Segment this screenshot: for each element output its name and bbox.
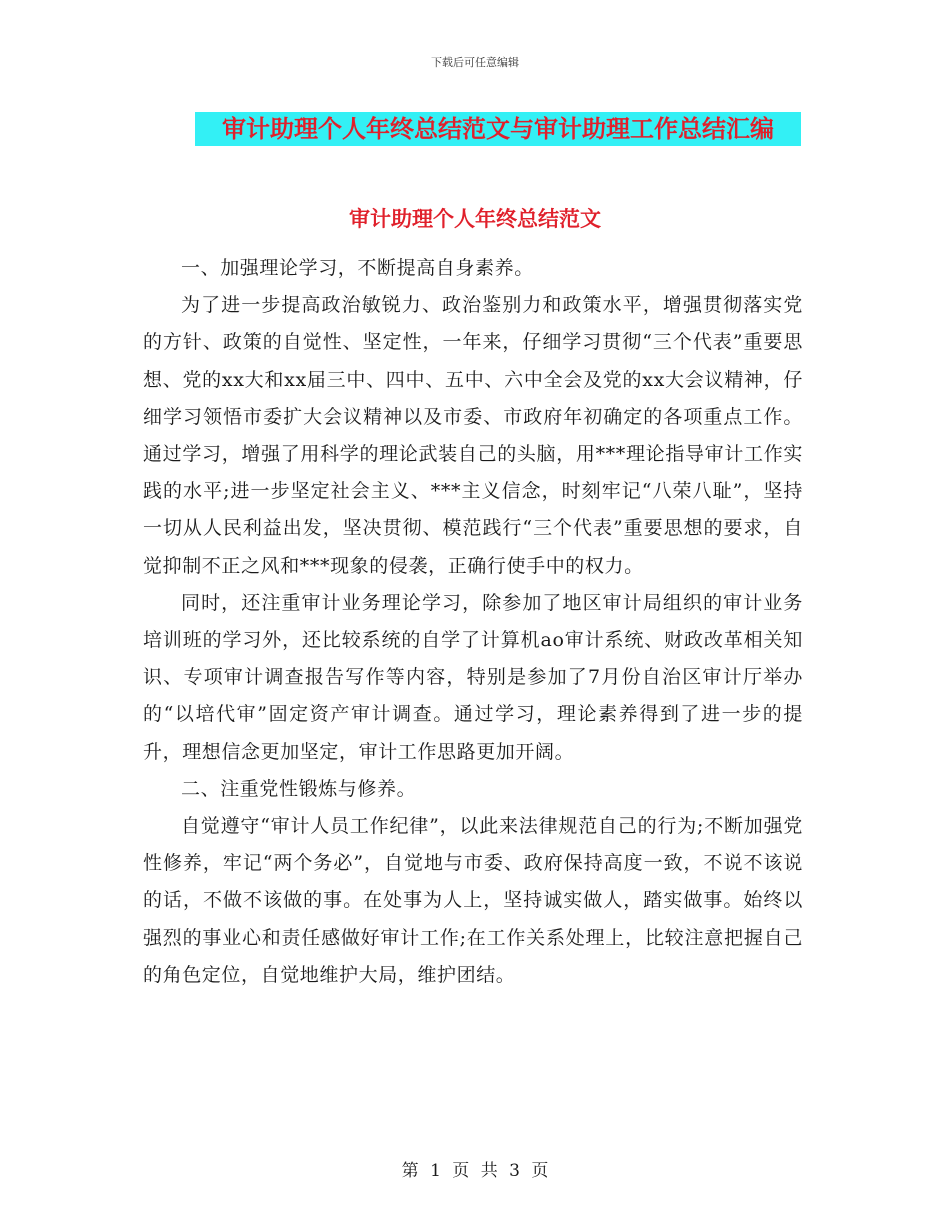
header-note: 下载后可任意编辑 [431,56,519,69]
paragraph-heading-1: 一、加强理论学习，不断提高自身素养。 [181,257,534,279]
document-title: 审计助理个人年终总结范文与审计助理工作总结汇编 [195,112,801,146]
paragraph-heading-2: 二、注重党性锻炼与修养。 [181,777,417,800]
paragraph: 为了进一步提高政治敏锐力、政治鉴别力和政策水平，增强贯彻落实党的方针、政策的自觉性、坚定性，一年来，仔细学习贯彻“三个代表”重要思想、党的xx大和xx届三中、四中、五中、六中全会及党的xx大会议精神，仔细学习领悟市委扩大会议精神以及市委、市政府年初确定的各项重点工作。通过学习，增强了用科学的理论武装自己的头脑，用***理论指导审计工作实践的水平;进一步坚定社会主义、***主义信念，时刻牢记“八荣八耻”，坚持一切从人民利益出发，坚决贯彻、模范践行“三个代表”重要思想的要求，自觉抑制不正之风和***现象的侵袭，正确行使手中的权力。 [143,294,803,577]
section-title: 审计助理个人年终总结范文 [349,207,601,231]
paragraph: 自觉遵守“审计人员工作纪律”，以此来法律规范自己的行为;不断加强党性修养，牢记“两个务必”，自觉地与市委、政府保持高度一致，不说不该说的话，不做不该做的事。在处事为人上，坚持诚实做人，踏实做事。始终以强烈的事业心和责任感做好审计工作;在工作关系处理上，比较注意把握自己的角色定位，自觉地维护大局，维护团结。 [143,815,803,986]
paragraph: 同时，还注重审计业务理论学习，除参加了地区审计局组织的审计业务培训班的学习外，还比较系统的自学了计算机ao审计系统、财政改革相关知识、专项审计调查报告写作等内容，特别是参加了7月份自治区审计厅举办的“以培代审”固定资产审计调查。通过学习，理论素养得到了进一步的提升，理想信念更加坚定，审计工作思路更加开阔。 [143,591,803,763]
page-number-footer: 第 1 页 共 3 页 [401,1161,549,1181]
document-body [143,250,803,994]
